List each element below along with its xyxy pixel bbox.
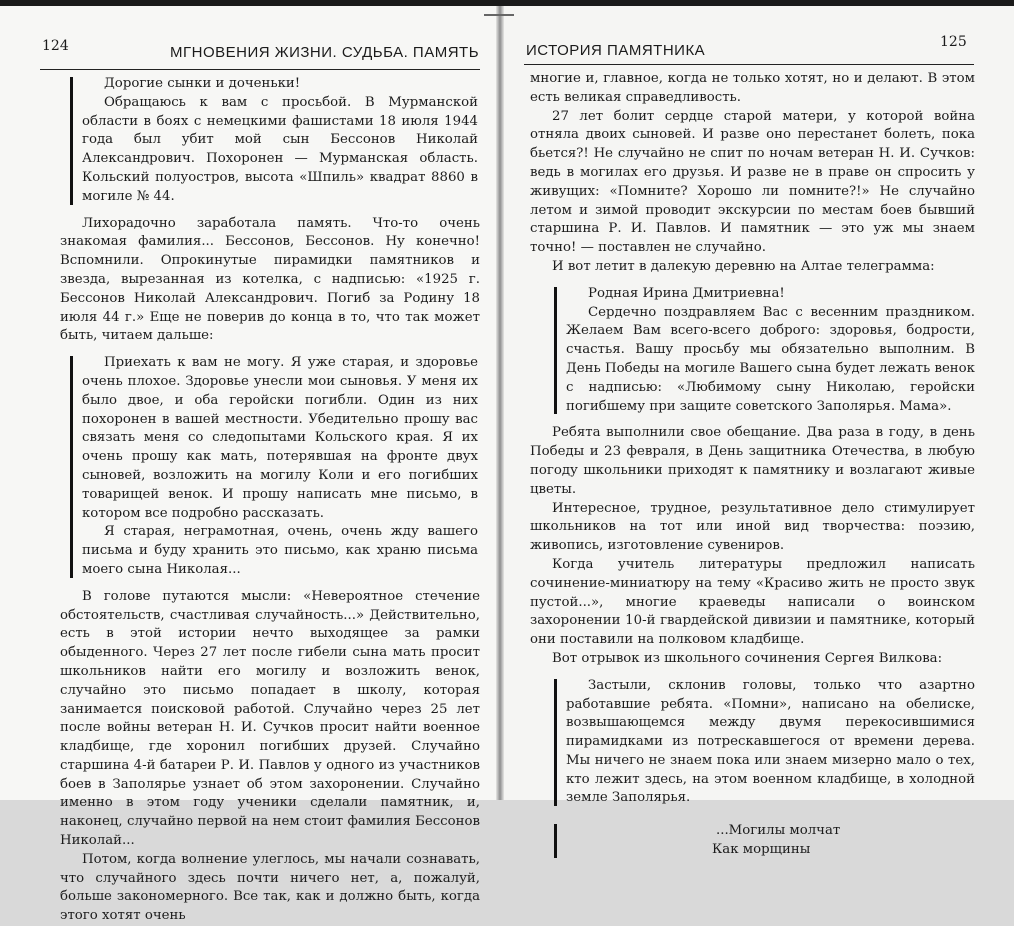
running-title-right: ИСТОРИЯ ПАМЯТНИКА: [526, 42, 706, 59]
letter-block-1: [82, 75, 478, 207]
letter-block-2: [82, 354, 478, 580]
right-text-column: [530, 70, 975, 860]
right-page: [500, 6, 1014, 858]
letter1-greeting: Дорогие сынки и доченьки!: [104, 76, 301, 91]
page-number-left: 124: [42, 38, 69, 54]
letter2-body-2: Я старая, неграмотная, очень, очень жду вашего письма и буду хранить это письмо, как храню письма моего сына Николая...: [82, 524, 478, 577]
right-paragraph-2: 27 лет болит сердце старой матери, у которой война отняла двоих сыновей. И разве оно перестанет болеть, пока бьется?! Не случайно не спит по ночам ветеран Н. И. Сучков: ведь в могилах его друзья. И разве не в праве он спросить у живущих: «Помните? Хорошо ли помните?!» Не случайно летом и зимой проводит экскурсии по местам боев бывший старшина Р. И. Павлов. И памятник — это уж мы знаем точно! — поставлен не случайно.: [530, 108, 975, 256]
poem-line-1: ...Могилы молчат: [716, 823, 841, 839]
left-paragraph-1: Лихорадочно заработала память. Что-то очень знакомая фамилия... Бессонов, Бессонов. Ну конечно! Вспомнили. Опрокинутые пирамидки памятников и звезда, вырезанная из котелка, с надписью: «1925 г. Бессонов Николай Александрович. Погиб за Родину 18 июля 44 г.» Еще не поверив до конца в то, что так может быть, читаем дальше:: [60, 215, 480, 344]
poem-line-2: Как морщины: [712, 842, 811, 858]
right-paragraph-3: И вот летит в далекую деревню на Алтае телеграмма:: [552, 258, 935, 274]
left-paragraph-3: Потом, когда волнение улеглось, мы начали сознавать, что случайного здесь почти ничего нет, а, пожалуй, больше закономерного. Все так, как и должно быть, когда этого хотят очень: [60, 851, 480, 924]
left-text-column: [60, 75, 480, 926]
page-number-right: 125: [940, 34, 967, 50]
telegram-body: Сердечно поздравляем Вас с весенним праздником. Желаем Вам всего-всего доброго: здоровья, бодрости, счастья. Вашу просьбу мы обязательно выполним. В День Победы на могиле Вашего сына будет лежать венок с надписью: «Любимому сыну Николаю, геройски погибшему при защите советского Заполярья. Мама».: [566, 304, 975, 414]
book-gutter: [496, 6, 504, 800]
left-page: [0, 6, 500, 924]
poem-block: [566, 822, 975, 860]
telegram-block: [566, 285, 975, 417]
right-paragraph-4: Ребята выполнили свое обещание. Два раза в году, в день Победы и 23 февраля, в День защитника Отечества, в любую погоду школьники приходят к памятнику и возлагают живые цветы.: [530, 425, 975, 497]
right-paragraph-6: Когда учитель литературы предложил написать сочинение-миниатюру на тему «Красиво жить не просто звук пустой...», многие краеведы написали о воинском захоронении 10-й гвардейской дивизии и памятнике, который они поставили на полковом кладбище.: [530, 556, 975, 648]
right-paragraph-5: Интересное, трудное, результативное дело стимулирует школьников на тот или иной вид творчества: поэзию, живопись, изготовление сувениров.: [530, 500, 975, 554]
right-paragraph-7: Вот отрывок из школьного сочинения Сергея Вилкова:: [552, 650, 943, 666]
left-paragraph-2: В голове путаются мысли: «Невероятное стечение обстоятельств, счастливая случайность...» Действительно, есть в этой истории нечто выходящее за рамки обыденного. Через 27 лет после гибели сына мать просит школьников найти его могилу и возложить венок, случайно это письмо попадает в школу, которая занимается поисковой работой. Случайно через 25 лет после войны ветеран Н. И. Сучков просит найти военное кладбище, где хоронил погибших друзей. Случайно старшина 4-й батареи Р. И. Павлов у одного из участников боев в Заполярье узнает об этом захоронении. Случайно именно в этом году ученики сделали памятник, и, наконец, случайно первой на нем стоит фамилия Бессонов Николай...: [60, 588, 480, 849]
telegram-greeting: Родная Ирина Дмитриевна!: [588, 285, 785, 301]
right-paragraph-1: многие и, главное, когда не только хотят, но и делают. В этом есть великая справедливость.: [530, 71, 975, 105]
letter2-body-1: Приехать к вам не могу. Я уже старая, и здоровье очень плохое. Здоровье унесли мои сыновья. У меня их было двое, и оба геройски погибли. Один из них похоронен в вашей местности. Убедительно прошу вас связать меня со следопытами Кольского края. Я их очень прошу как мать, потерявшая на фронте двух сыновей, возложить на могилу Коли и его погибших товарищей венок. И прошу написать мне письмо, в котором все подробно рассказать.: [82, 355, 478, 521]
gutter-mark: [484, 14, 514, 16]
essay-excerpt-block: [566, 677, 975, 809]
running-title-left: МГНОВЕНИЯ ЖИЗНИ. СУДЬБА. ПАМЯТЬ: [170, 44, 480, 61]
header-rule-right: [524, 64, 974, 65]
letter1-body: Обращаюсь к вам с просьбой. В Мурманской области в боях с немецкими фашистами 18 июля 1944 года был убит мой сын Бессонов Николай Александрович. Похоронен — Мурманская область. Кольский полуостров, высота «Шпиль» квадрат 8860 в могиле № 44.: [82, 94, 478, 204]
essay-excerpt: Застыли, склонив головы, только что азартно работавшие ребята. «Помни», написано на обелиске, возвышающемся между двумя перекосившимися пирамидками из потрескавшегося от времени дерева. Мы ничего не знаем пока или знаем мизерно мало о тех, кто лежит здесь, на этом военном кладбище, в холодной земле Заполярья.: [566, 677, 975, 806]
header-rule-left: [40, 69, 480, 70]
